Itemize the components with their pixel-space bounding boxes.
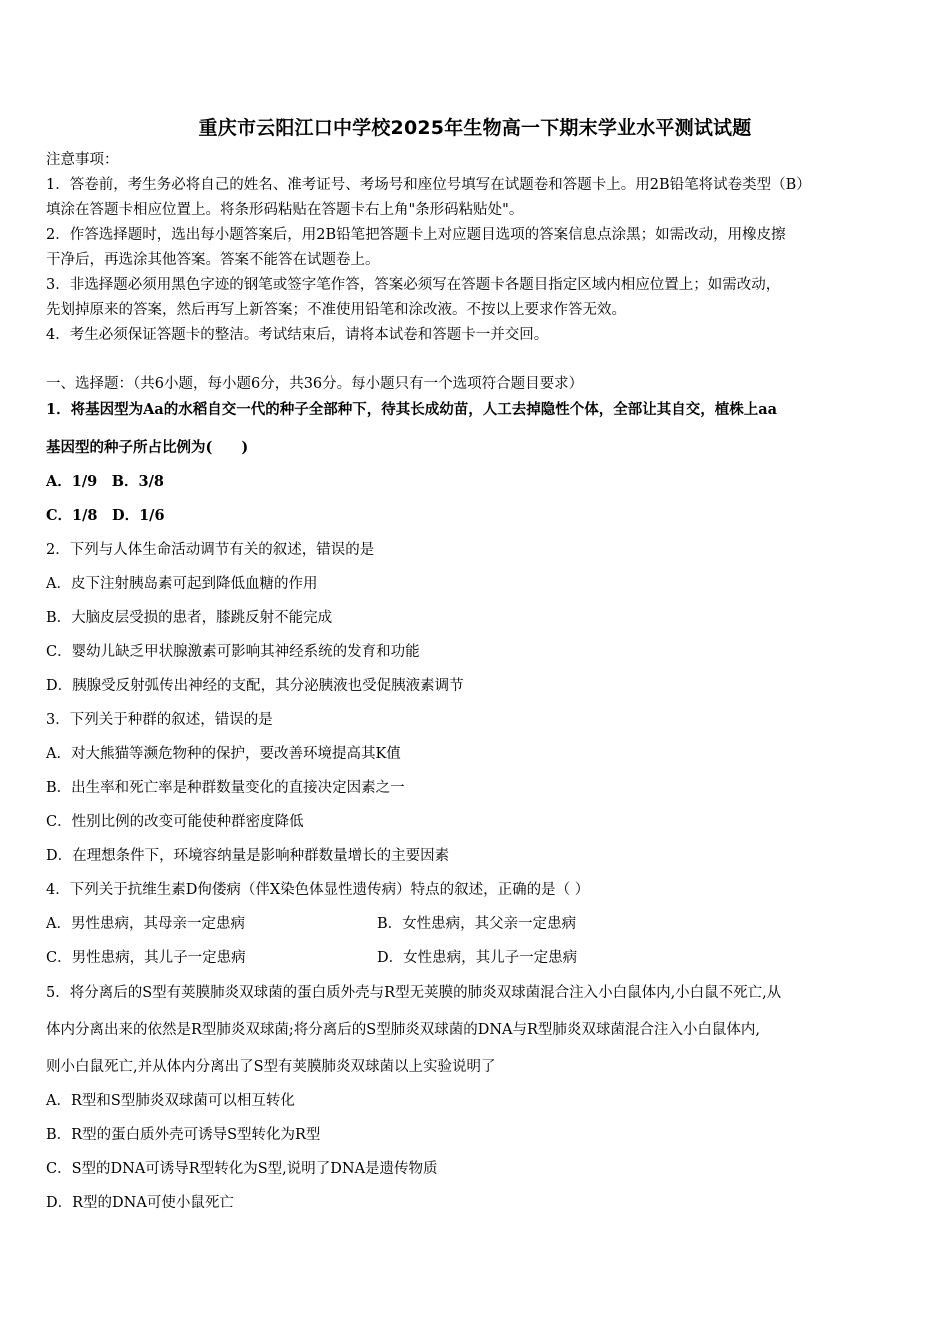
- notice-line: 先划掉原来的答案，然后再写上新答案；不准使用铅笔和涂改液。不按以上要求作答无效。: [46, 302, 626, 318]
- question-1-options: C．1/8 D．1/6: [46, 507, 165, 524]
- question-4-stem: 4．下列关于抗维生素D佝偻病（伴X染色体显性遗传病）特点的叙述，正确的是（ ）: [46, 882, 590, 898]
- notice-line: 2．作答选择题时，选出每小题答案后，用2B铅笔把答题卡上对应题目选项的答案信息点涂黑；如需改动，用橡皮擦: [46, 227, 786, 243]
- question-2-option: D．胰腺受反射弧传出神经的支配，其分泌胰液也受促胰液素调节: [46, 678, 464, 694]
- question-3-option: C．性别比例的改变可能使种群密度降低: [46, 814, 304, 830]
- question-3-option: B．出生率和死亡率是种群数量变化的直接决定因素之一: [46, 780, 405, 796]
- question-5-option: A．R型和S型肺炎双球菌可以相互转化: [46, 1093, 295, 1109]
- question-5-option: B．R型的蛋白质外壳可诱导S型转化为R型: [46, 1127, 321, 1143]
- page-title: 重庆市云阳江口中学校2025年生物高一下期末学业水平测试试题: [198, 117, 752, 139]
- question-1-stem: 基因型的种子所占比例为( ): [46, 439, 249, 456]
- question-1-stem: 1．将基因型为Aa的水稻自交一代的种子全部种下，待其长成幼苗，人工去掉隐性个体，全部让其自交，植株上aa: [46, 401, 778, 418]
- question-3-stem: 3．下列关于种群的叙述，错误的是: [46, 712, 273, 728]
- question-5-option: D．R型的DNA可使小鼠死亡: [46, 1195, 234, 1211]
- question-5-stem: 5．将分离后的S型有荚膜肺炎双球菌的蛋白质外壳与R型无荚膜的肺炎双球菌混合注入小白鼠体内,小白鼠不死亡,从: [46, 985, 782, 1001]
- question-4-option: C．男性患病，其儿子一定患病: [46, 950, 246, 966]
- notice-line: 4．考生必须保证答题卡的整洁。考试结束后，请将本试卷和答题卡一并交回。: [46, 327, 549, 343]
- question-5-option: C．S型的DNA可诱导R型转化为S型,说明了DNA是遗传物质: [46, 1161, 438, 1177]
- notice-line: 填涂在答题卡相应位置上。将条形码粘贴在答题卡右上角"条形码粘贴处"。: [46, 202, 524, 218]
- notice-heading: 注意事项：: [46, 152, 119, 168]
- section-heading: 一、选择题：（共6小题，每小题6分，共36分。每小题只有一个选项符合题目要求）: [46, 376, 584, 392]
- notice-line: 1．答卷前，考生务必将自己的姓名、准考证号、考场号和座位号填写在试题卷和答题卡上。用2B铅笔将试卷类型（B）: [46, 177, 811, 193]
- question-2-option: C．婴幼儿缺乏甲状腺激素可影响其神经系统的发育和功能: [46, 644, 420, 660]
- question-2-option: B．大脑皮层受损的患者，膝跳反射不能完成: [46, 610, 333, 626]
- question-5-stem: 体内分离出来的依然是R型肺炎双球菌;将分离后的S型肺炎双球菌的DNA与R型肺炎双球菌混合注入小白鼠体内,: [46, 1022, 761, 1038]
- notice-line: 3．非选择题必须用黑色字迹的钢笔或签字笔作答，答案必须写在答题卡各题目指定区域内相应位置上；如需改动，: [46, 277, 781, 293]
- question-5-stem: 则小白鼠死亡,并从体内分离出了S型有荚膜肺炎双球菌以上实验说明了: [46, 1059, 496, 1075]
- question-1-options: A．1/9 B．3/8: [46, 473, 164, 490]
- question-2-option: A．皮下注射胰岛素可起到降低血糖的作用: [46, 576, 318, 592]
- question-4-option: B．女性患病，其父亲一定患病: [377, 916, 577, 932]
- question-3-option: D．在理想条件下，环境容纳量是影响种群数量增长的主要因素: [46, 848, 450, 864]
- question-4-option: A．男性患病，其母亲一定患病: [46, 916, 245, 932]
- question-2-stem: 2．下列与人体生命活动调节有关的叙述，错误的是: [46, 542, 375, 558]
- question-4-option: D．女性患病，其儿子一定患病: [377, 950, 578, 966]
- notice-line: 干净后，再选涂其他答案。答案不能答在试题卷上。: [46, 252, 380, 268]
- question-3-option: A．对大熊猫等濒危物种的保护，要改善环境提高其K值: [46, 746, 401, 762]
